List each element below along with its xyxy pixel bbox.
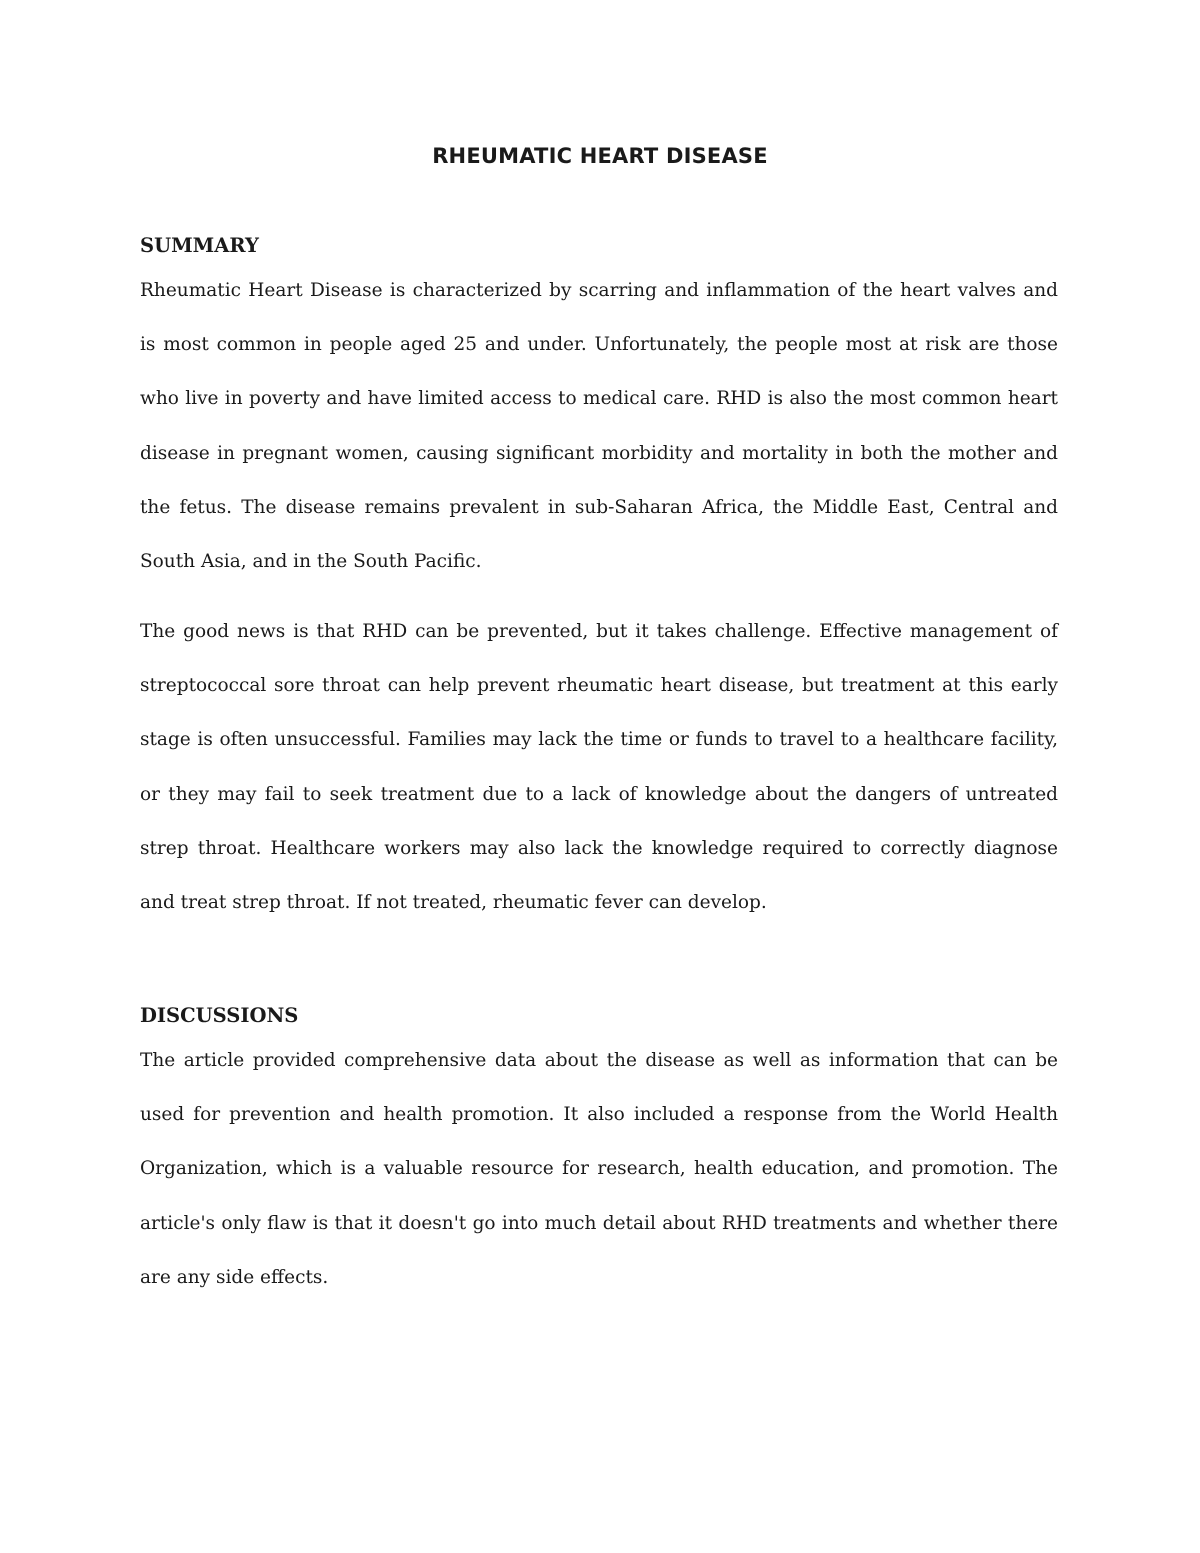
discussions-paragraph-1: The article provided comprehensive data about the disease as well as information that can be used for prevention and health promotion. It also included a response from the World Health Organization, which is a valuable resource for research, health education, and promotion. The article's only flaw is that it doesn't go into much detail about RHD treatments and whether there are any side effects. (140, 1050, 1058, 1288)
summary-paragraph-1: Rheumatic Heart Disease is characterized by scarring and inflammation of the heart valves and is most common in people aged 25 and under. Unfortunately, the people most at risk are those who live in poverty and have limited access to medical care. RHD is also the most common heart disease in pregnant women, causing significant morbidity and mortality in both the mother and the fetus. The disease remains prevalent in sub-Saharan Africa, the Middle East, Central and South Asia, and in the South Pacific. (140, 280, 1058, 573)
summary-paragraph-2: The good news is that RHD can be prevented, but it takes challenge. Effective management of streptococcal sore throat can help prevent rheumatic heart disease, but treatment at this early stage is often unsuccessful. Families may lack the time or funds to travel to a healthcare facility, or they may fail to seek treatment due to a lack of knowledge about the dangers of untreated strep throat. Healthcare workers may also lack the knowledge required to correctly diagnose and treat strep throat. If not treated, rheumatic fever can develop. (140, 621, 1058, 914)
document-title: RHEUMATIC HEART DISEASE (432, 144, 768, 168)
summary-heading: SUMMARY (140, 234, 259, 257)
discussions-heading: DISCUSSIONS (140, 1004, 299, 1027)
